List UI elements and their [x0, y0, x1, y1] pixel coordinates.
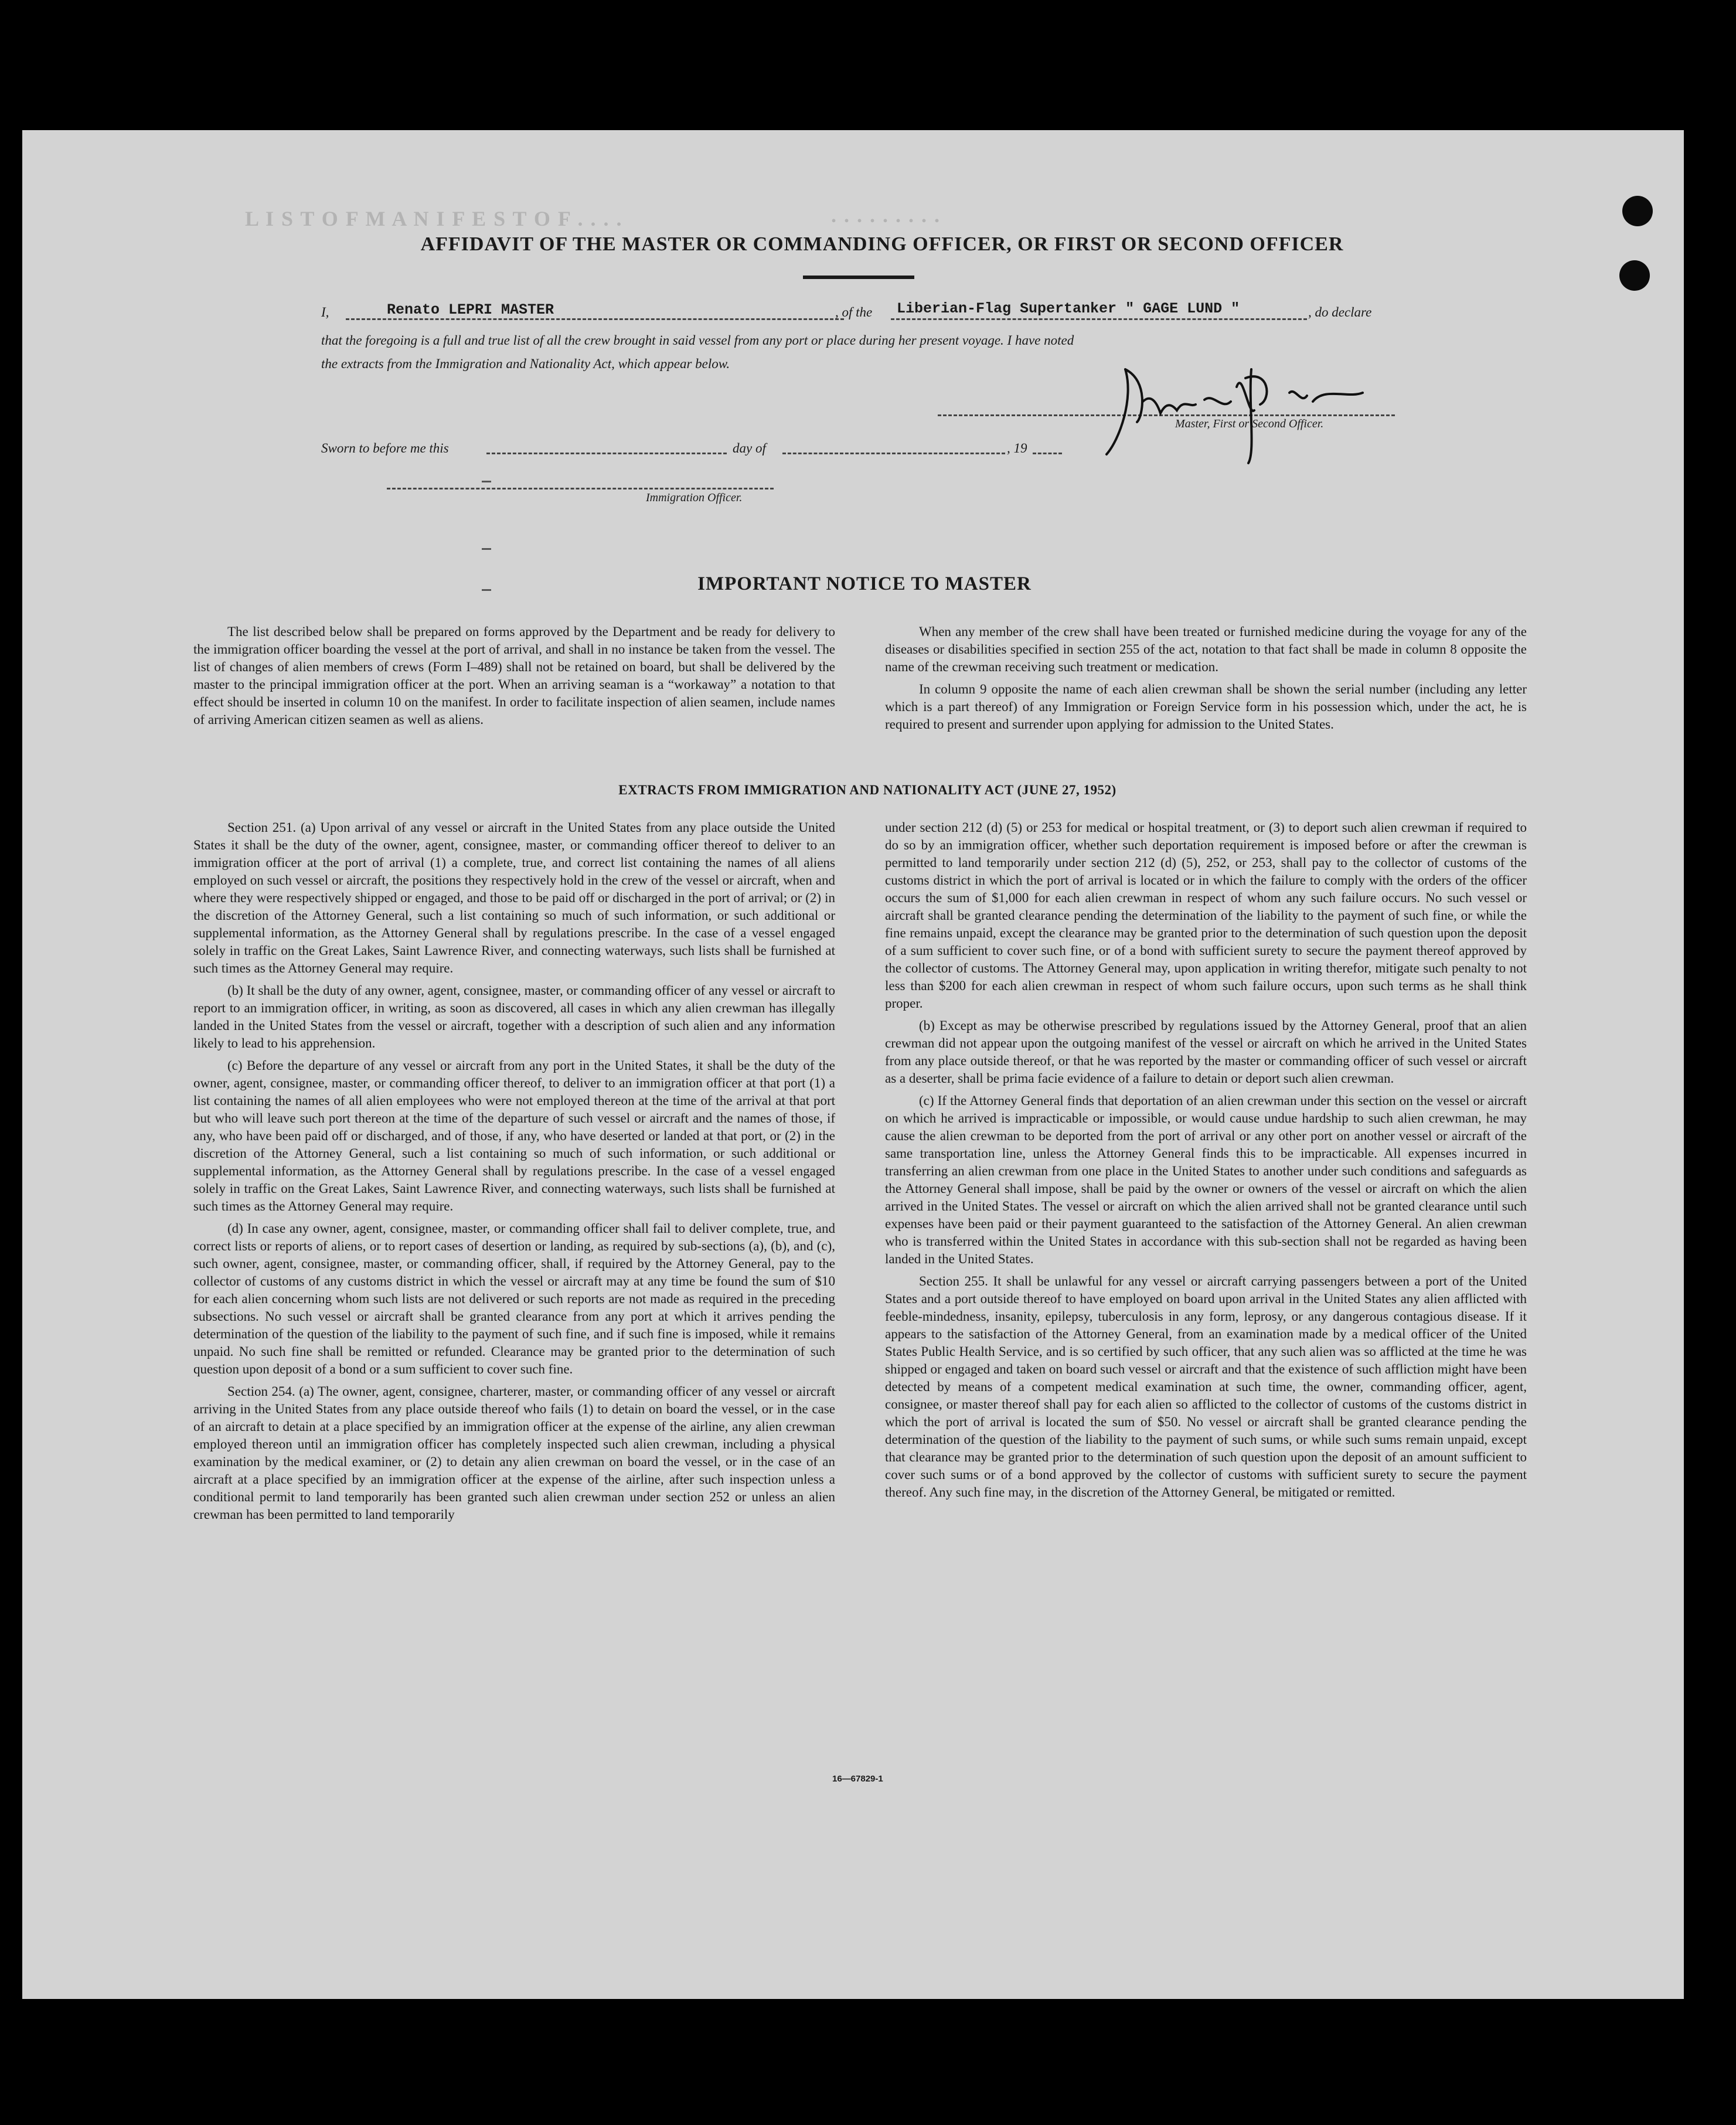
day-of-label: day of — [733, 441, 766, 455]
extracts-left-column — [193, 819, 835, 1528]
vessel-name-field[interactable]: Liberian-Flag Supertanker " GAGE LUND " — [897, 300, 1240, 317]
margin-mark — [482, 589, 491, 591]
master-signature — [1102, 346, 1383, 469]
sworn-label: Sworn to before me this — [321, 441, 449, 455]
extract-paragraph: under section 212 (d) (5) or 253 for medical or hospital treatment, or (3) to deport such alien crewman if required to do so by an immigration officer, whether such deportation requirement is imposed before or after the crewman is permitted to land temporarily under section 212 (d) (5), 252, or 253, shall pay to the collector of customs of the customs district in which the port of arrival is located or in which the failure to comply with the orders of the officer occurs the sum of $1,000 for each alien crewman in respect of whom any such failure occurs. No such vessel or aircraft shall be granted clearance pending the determination of the liability to the payment of such fine, or while the fine remains unpaid, except the clearance may be granted prior to the determination of such question upon the deposit of a sum sufficient to cover such fine, or of a bond with sufficient surety to secure the payment thereof approved by the collector of customs. The Attorney General may, upon application in writing therefor, mitigate such penalty to not less than $200 for each alien crewman in respect of whom such failure occurs, upon such terms as he shall think proper. — [885, 820, 1527, 1011]
sworn-year-line[interactable] — [1033, 453, 1062, 454]
notice-left-column — [193, 623, 835, 733]
bleed-through-text: . . . . . . . . . — [831, 203, 941, 227]
master-name-field[interactable]: Renato LEPRI MASTER — [387, 301, 554, 318]
extract-paragraph: (c) If the Attorney General finds that deportation of an alien crewman under this section on the vessel or aircraft on which he arrived is impracticable or impossible, or would cause undue hardship to such alien crewman, he may cause the alien crewman to be deported from the port of arrival or any other port on another vessel or aircraft of the same transportation line, unless the Attorney General finds this to be impracticable. All expenses incurred in transferring an alien crewman from one place in the United States to another under such conditions and safeguards as the Attorney General shall impose, shall be paid by the owner or owners of the vessel or aircraft on which the alien arrived in the United States. The vessel or aircraft on which the alien arrived shall not be granted clearance until such expenses have been paid or their payment guaranteed to the satisfaction of the Attorney General. An alien crewman who is transferred within the United States in accordance with this sub-section shall not be regarded as having been landed in the United States. — [885, 1093, 1527, 1266]
notice-paragraph: The list described below shall be prepared on forms approved by the Department and be ready for delivery to the immigration officer boarding the vessel at the port of arrival, and shall in no instance be taken from the vessel. The list of changes of alien members of crews (Form I–489) shall not be retained on board, but shall be delivered by the master to the principal immigration officer at the port. When an arriving seaman is a “workaway” a notation to that effect should be inserted in column 10 on the manifest. In order to facilitate inspection of alien seamen, include names of arriving American citizen seamen as well as aliens. — [193, 624, 835, 727]
of-the-label: , of the — [835, 305, 873, 319]
notice-paragraph: In column 9 opposite the name of each alien crewman shall be shown the serial number (including any letter which is a part thereof) of any Immigration or Foreign Service form in his possession which, under the act, he is required to present and surrender upon applying for admission to the United States. — [885, 682, 1527, 732]
officer-signature-line — [387, 488, 774, 489]
bleed-through-text: L I S T O F M A N I F E S T O F . . . . — [245, 207, 623, 230]
signature-caption: Master, First or Second Officer. — [1175, 417, 1324, 430]
binder-hole — [1622, 196, 1653, 226]
form-number: 16—67829-1 — [832, 1774, 883, 1784]
name-field-line — [346, 318, 844, 320]
extract-paragraph: (d) In case any owner, agent, consignee, master, or commanding officer shall fail to deliver complete, true, and correct lists or reports of aliens, or to report cases of desertion or landing, as required by sub-sections (a), (b), and (c), such owner, agent, consignee, master, or commanding officer, shall, if required by the Attorney General, pay to the collector of customs of any customs district in which the vessel or aircraft may at any time be found the sum of $10 for each alien concerning whom such lists are not delivered or such reports are not made as required in the preceding subsections. No such vessel or aircraft shall be granted clearance from any port at which it arrives pending the determination of the question of the liability to the payment of such fine, and if such fine is imposed, while it remains unpaid. No such fine shall be remitted or refunded. Clearance may be granted prior to the determination of such question upon deposit of a bond or a sum sufficient to cover such fine. — [193, 1221, 835, 1376]
title-rule — [803, 276, 914, 279]
notice-paragraph: When any member of the crew shall have been treated or furnished medicine during the voyage for any of the diseases or disabilities specified in section 255 of the act, notation to that fact shall be made in column 8 opposite the name of the crewman receiving such treatment or medication. — [885, 624, 1527, 674]
affidavit-title: AFFIDAVIT OF THE MASTER OR COMMANDING OFFICER, OR FIRST OR SECOND OFFICER — [420, 233, 1344, 255]
extracts-title: EXTRACTS FROM IMMIGRATION AND NATIONALITY ACT (JUNE 27, 1952) — [618, 783, 1117, 797]
extract-paragraph: Section 251. (a) Upon arrival of any vessel or aircraft in the United States from any place outside the United States it shall be the duty of the owner, agent, consignee, master, or commanding officer thereof to deliver to an immigration officer at the port of arrival (1) a complete, true, and correct list containing the names of all aliens employed on such vessel or aircraft, the positions they respectively hold in the crew of the vessel or aircraft, when and where they were respectively shipped or engaged, and those to be paid off or discharged in the port of arrival; or (2) in the discretion of the Attorney General, such a list containing so much of such information, or such additional or supplemental information, as the Attorney General shall by regulations prescribe. In the case of a vessel engaged solely in traffic on the Great Lakes, Saint Lawrence River, and connecting waterways, such lists shall be furnished at such times as the Attorney General may require. — [193, 820, 835, 975]
sworn-month-line[interactable] — [782, 453, 1005, 454]
notice-right-column — [885, 623, 1527, 738]
binder-hole — [1619, 260, 1650, 291]
vessel-field-line — [891, 318, 1307, 320]
extract-paragraph: (b) Except as may be otherwise prescribed by regulations issued by the Attorney General, proof that an alien crewman did not appear upon the outgoing manifest of the vessel or aircraft on which he arrived in the United States from any place outside thereof, or that he was reported by the master or commanding officer of such vessel or aircraft as a deserter, shall be prima facie evidence of a failure to detain or deport such alien crewman. — [885, 1018, 1527, 1086]
extract-paragraph: Section 254. (a) The owner, agent, consignee, charterer, master, or commanding officer of any vessel or aircraft arriving in the United States from any place outside thereof who fails (1) to detain on board the vessel, or in the case of an aircraft to detain at a place specified by an immigration officer at the expense of the airline, any alien crewman employed thereon until an immigration officer has completely inspected such alien crewman, including a physical examination by the medical examiner, or (2) to detain any alien crewman on board the vessel, or in the case of an aircraft at a place specified by an immigration officer at the expense of the airline, after such inspection unless a conditional permit to land temporarily has been granted such alien crewman under section 252 or unless an alien crewman has been permitted to land temporarily — [193, 1384, 835, 1522]
extract-paragraph: (b) It shall be the duty of any owner, agent, consignee, master, or commanding officer of any vessel or aircraft to report to an immigration officer, in writing, as soon as discovered, all cases in which any alien crewman has illegally landed in the United States from the vessel or aircraft, together with a description of such alien and any information likely to lead to his apprehension. — [193, 983, 835, 1050]
sworn-date-line[interactable] — [486, 453, 727, 454]
extracts-right-column — [885, 819, 1527, 1506]
declaration-line-3: the extracts from the Immigration and Nationality Act, which appear below. — [321, 356, 730, 371]
notice-title: IMPORTANT NOTICE TO MASTER — [697, 573, 1032, 594]
year-label: , 19 — [1007, 441, 1027, 455]
i-label: I, — [321, 305, 329, 319]
declaration-line-2: that the foregoing is a full and true list of all the crew brought in said vessel from any port or place during her present voyage. I have noted — [321, 333, 1074, 348]
do-declare-label: , do declare — [1308, 305, 1372, 319]
extract-paragraph: Section 255. It shall be unlawful for any vessel or aircraft carrying passengers between a port of the United States and a port outside thereof to have employed on board upon arrival in the United States any alien afflicted with feeble-mindedness, insanity, epilepsy, tuberculosis in any form, leprosy, or any dangerous contagious disease. If it appears to the satisfaction of the Attorney General, from an examination made by a medical officer of the United States Public Health Service, and is so certified by such officer, that any such alien was so afflicted at the time he was shipped or engaged and taken on board such vessel or aircraft and that the existence of such affliction might have been detected by means of a competent medical examination at such time, the owner, commanding officer, agent, consignee, or master thereof shall pay for each alien so afflicted to the collector of customs of the customs district in which the port of arrival is located the sum of $50. No vessel or aircraft shall be granted clearance pending the determination of the question of the liability to the payment of such sums, or while such sums remain unpaid, except that clearance may be granted prior to the determination of such question upon the deposit of an amount sufficient to cover such sums or of a bond approved by the collector of customs with sufficient surety to secure the payment thereof. Any such fine may, in the discretion of the Attorney General, be mitigated or remitted. — [885, 1274, 1527, 1500]
margin-mark — [482, 548, 491, 550]
officer-caption: Immigration Officer. — [646, 491, 743, 504]
extract-paragraph: (c) Before the departure of any vessel or aircraft from any port in the United States, it shall be the duty of the owner, agent, consignee, master, or commanding officer thereof, to deliver to an immigration officer at that port (1) a list containing the names of all alien employees who were not employed thereon at the time of the arrival at that port but who will leave such port thereon at the time of the departure of such vessel or aircraft and the names of those, if any, who have been paid off or discharged, and of those, if any, who have deserted or landed at that port, or (2) in the discretion of the Attorney General, such a list containing so much of such information, or such additional or supplemental information, as the Attorney General shall by regulations prescribe. In the case of a vessel engaged solely in traffic on the Great Lakes, Saint Lawrence River, and connecting waterways, such lists shall be furnished at such times as the Attorney General may require. — [193, 1058, 835, 1213]
margin-mark — [482, 481, 491, 482]
